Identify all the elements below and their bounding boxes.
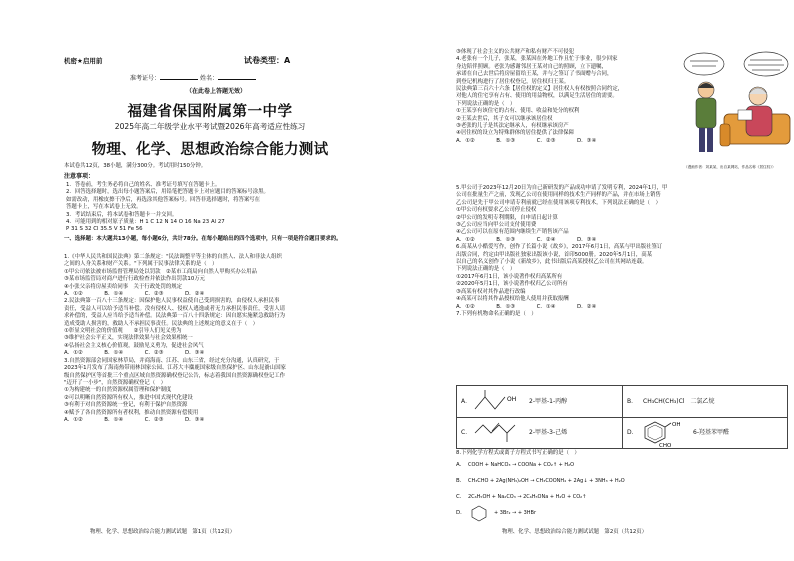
question-line: 之间的人身关系和财产关系。"下列属于民事法律关系的是（ ） <box>64 261 218 268</box>
question-line: ③乙公司应当向甲公司支付使用费 <box>456 222 537 229</box>
question-line: ①为构建统一的自然资源权属管理和保护制度 <box>64 387 172 394</box>
subject-title: 物理、化学、思想政治综合能力测试 <box>91 141 329 158</box>
question-line: 下列说法正确的是（ ） <box>456 266 516 273</box>
question-line: 民法典第三百六十六条【居住权的定义】居住权人有权按照合同约定， <box>456 86 624 93</box>
chem-option-b-letter: B． <box>627 398 638 405</box>
footer-right: 物理、化学、思想政治综合能力测试试题 第2页（共12页） <box>502 529 648 535</box>
q8-stem: 8.下列化学方程式或离子方程式书写正确的是（ ） <box>456 450 580 456</box>
question-line: 求补偿的，受益人应当给予适当补偿。民法典第一百八十四条规定：因自愿实施紧急救助行为 <box>64 313 286 320</box>
question-line: 身边陪伴照顾。老张为感谢邻居王某对自己的照顾，立下遗嘱， <box>456 63 607 70</box>
question-line: 乙公司是先于甲公司申请专利前就已经在使用该项专利技术，下列说法正确的是（ ） <box>456 199 661 206</box>
footer-left: 物理、化学、思想政治综合能力测试试题 第1页（共12页） <box>90 529 236 535</box>
cho-label: CHO <box>659 443 672 449</box>
school-title: 福建省保国附属第一中学 <box>127 103 293 120</box>
question-line: 4.老张有一个儿子，张某，张某因在外地工作且忙于事业，很少回家 <box>456 56 618 63</box>
q8-option-c-eq: 2C₆H₅OH + Na₂CO₃ → 2C₆H₅ONa + H₂O + CO₂↑ <box>468 494 587 500</box>
q8-option-b-eq: CH₃CHO + 2Ag(NH₃)₂OH → CH₃COONH₄ + 2Ag↓ + 3NH₃ + H₂O <box>468 478 625 484</box>
candidate-no-label: 准考证号： <box>130 75 161 82</box>
chem-option-c-name: 2-甲基-3-己烯 <box>529 429 568 436</box>
question-line: ①甲公司依法被市场监督管理局处以罚款 ②某市工商局向自然人甲购买办公用品 <box>64 268 257 275</box>
chem-option-a-letter: A． <box>461 398 472 405</box>
question-line: "迈开了一小步"，自然资源确权登记（ ） <box>64 379 166 386</box>
secret-label: 机密★启用前 <box>64 57 103 65</box>
q8-equations <box>456 460 786 522</box>
question-line: 3.自然资源部会同国家林草局，并商海南、江苏、山东三省，经过充分沟通，认真研究，于 <box>64 357 280 364</box>
chem-option-d-letter: D． <box>627 429 638 436</box>
notice-item: 3．考试结束后，将本试卷和答题卡一并交回。 <box>66 211 178 218</box>
question-line: 级自然保护区等首批三个重点区域自然资源确权登记公告，标志着我国自然资源确权登记工作 <box>64 372 286 379</box>
question-line: ④小张父亲将房屋卖给同事 关于行政处罚的规定 <box>64 283 183 290</box>
image-caption: （漫画作者：刘某某，出自某网站，作品名称《居住权》） <box>684 165 776 169</box>
question-line: ③维护社会公平正义，实现法律效果与社会效果相统一 <box>64 335 193 342</box>
q7-structure-table <box>456 385 788 449</box>
question-line: ②王某去世后，其子女可以继承该居住权 <box>456 115 553 122</box>
name-label: 姓名： <box>199 75 218 82</box>
notice-item: P 31 S 32 Cl 35.5 V 51 Fe 56 <box>66 226 143 233</box>
question-line: 6.高某从小酷爱写作，创作了长篇小说《故乡》，2017年6月1日，高某与甲出版社签订 <box>456 244 663 251</box>
phenol-ring-icon <box>468 504 490 522</box>
oh-label: OH <box>672 422 681 428</box>
question-line: ①甲公司有权要求乙公司停止侵权 <box>456 207 537 214</box>
right-question-list <box>456 185 667 318</box>
question-line: 7.下列有机物命名正确的是（ ） <box>456 310 537 317</box>
question-line: 出版合同，约定由甲出版社独家出版该小说，首印5000册。2020年5月1日，高某 <box>456 251 653 258</box>
answer-options: A．①② B．①④ C．②③ D．③④ <box>64 416 205 423</box>
q8-option-a-letter: A． <box>456 462 466 468</box>
question-line: ③体现了社会主义的公共财产和私有财产不可侵犯 <box>456 49 575 55</box>
q8-option-a-eq: COOH + NaHCO₃ → COONa + CO₂↑ + H₂O <box>468 462 575 468</box>
question-line: ③老张的儿子是其法定继承人，有权继承该房产 <box>456 123 569 130</box>
question-line: ④弘扬社会主义核心价值观，鼓励见义勇为，促进社会风气 <box>64 342 204 349</box>
section-one-heading: 一、选择题：本大题共13小题，每小题6分，共计78分。在每小题给出的四个选项中，只有一项是符合题目要求的。 <box>64 236 342 242</box>
paper-type: 试卷类型：A <box>244 56 291 65</box>
question-line: ③高某有权对其作品进行改编 <box>456 288 526 295</box>
question-line: ②2020年5月1日，该小说著作权归乙公司所有 <box>456 281 568 288</box>
candidate-no-field <box>160 72 198 80</box>
notice-list <box>66 182 269 234</box>
question-line: ④乙公司可以在原有范围内继续生产销售该产品 <box>456 229 569 236</box>
question-line: ②可以明晰自然资源所有权人，推进中国式现代化建设 <box>64 394 193 401</box>
answer-options: A．①② B．①③ C．②④ D．③④ <box>456 236 597 243</box>
question-line: ④高某可以将其作品授权给他人使用并获取报酬 <box>456 296 569 303</box>
answer-options: A．①② B．①③ C．②③ D．③④ <box>456 137 597 144</box>
question-line: 公司在批量生产之前，发现乙公司在使用同样的技术生产同样的产品，并在市场上销售 <box>456 192 661 199</box>
notice-item: 如需改动，用橡皮擦干净后，再选涂其他答案标号。回答非选择题时，将答案写在 <box>66 196 261 203</box>
chem-option-a-name: 2-甲基-1-丙醇 <box>529 398 568 405</box>
question-line: ①彰显文明社会的价值观 ②引导人们见义勇为 <box>64 328 182 335</box>
exam-title: 2025年高二年级学业水平考试暨2026年高考适应性练习 <box>114 122 306 131</box>
notice-item: 4．可能用到的相对原子质量：H 1 C 12 N 14 O 16 Na 23 Al 27 <box>66 219 225 226</box>
chem-option-b-name: CH₃CH(CH₃)Cl 二氯乙烷 <box>643 398 715 405</box>
right-question-list-top <box>456 49 623 145</box>
question-line: ①王某享有该住宅的占有、使用、收益和处分的权利 <box>456 108 580 115</box>
q8-option-b-letter: B． <box>456 478 466 484</box>
name-field <box>218 72 256 80</box>
q8-option-d-letter: D． <box>456 510 466 516</box>
question-line: 责任，受益人可以给予适当补偿。没有侵权人、侵权人逃逸或者无力承担民事责任，受害人请 <box>64 305 286 312</box>
left-question-list <box>64 254 286 424</box>
question-line: 下列说法正确的是（ ） <box>456 100 516 107</box>
notice-item: 2．回答选择题时，选出每小题答案后，用铅笔把答题卡上对应题目的答案标号涂黑。 <box>66 189 269 196</box>
question-line: ③某市场监管局对商户进行行政检查并依法作出罚款10万元 <box>64 276 206 283</box>
question-line: ③有利于对自然资源统一登记，有利于保护自然资源 <box>64 402 188 409</box>
notice-item: 1．答卷前，考生务必将自己的姓名、准考证号填写在答题卡上。 <box>66 182 221 188</box>
oh-label: OH <box>507 396 517 403</box>
cartoon-illustration <box>680 50 792 162</box>
question-line: ②甲公司的发明专利期限，自申请日起计算 <box>456 214 558 221</box>
question-line: 1.《中华人民共和国民法典》第二条规定："民法调整平等主体的自然人、法人和非法人组织 <box>64 254 282 260</box>
q8-option-d-eq: + 3Br₂ → + 3HBr <box>494 510 537 516</box>
question-line: 2.民法典第一百八十三条规定：因保护他人民事权益使自己受到损害的，由侵权人承担民事 <box>64 298 280 305</box>
question-line: 对他人的住宅享有占有、使用的用益物权，以满足生活居住的需要。 <box>456 93 618 100</box>
candidate-line <box>130 72 256 82</box>
question-line: 到登记机构进行了居住权登记，居住权归王某。 <box>456 78 570 85</box>
chem-option-c-letter: C． <box>461 429 472 436</box>
no-answer-note: （在此卷上答题无效） <box>186 88 247 95</box>
question-line: 2023年1月发布了海南热带雨林国家公园、江苏大丰麋鹿国家级自然保护区、山东昆嵛山国家 <box>64 365 286 372</box>
chem-structure-a <box>473 389 515 415</box>
notice-title: 注意事项： <box>64 173 95 180</box>
intro-text: 本试卷共12页，38小题，满分300分。考试用时150分钟。 <box>64 163 207 169</box>
chem-structure-c <box>473 419 523 445</box>
question-line: ④居住权的设立为特殊群体的居住提供了法律保障 <box>456 130 575 137</box>
q7-divider <box>622 386 623 448</box>
chem-option-d-name: 6-羟基苯甲醛 <box>693 429 729 436</box>
question-line: 承诺在自己去世后将房屋留给王某，并与之签订了书面赠与合同， <box>456 71 613 78</box>
question-line: 5.甲公司于2023年12月20日为自己新研发的产品成功申请了发明专利，2024年1月，甲 <box>456 185 668 191</box>
chem-structure-d <box>641 418 691 448</box>
cartoon-icon <box>680 50 792 162</box>
q8-option-c-letter: C． <box>456 494 466 500</box>
question-line: ④赋予了各自然资源所有者权利，推动自然资源有偿使用 <box>64 409 199 416</box>
question-line: ①2017年6月1日，该小说著作权归高某所有 <box>456 273 563 280</box>
notice-item: 答题卡上，写在本试卷上无效。 <box>66 204 142 211</box>
answer-options: A．①② B．①④ C．②③ D．③④ <box>64 350 205 357</box>
question-line: 造成受助人损害的，救助人不承担民事责任。民法典的上述规定的意义在于（ ） <box>64 320 259 327</box>
question-line: 以自己的名义创作了小说《新故乡》，此书出版后高某授权乙公司在其网站连载。 <box>456 259 648 266</box>
answer-options: A．①② B．①④ C．②③ D．②④ <box>64 291 205 298</box>
answer-options: A．①② B．①③ C．①④ D．②④ <box>456 303 597 310</box>
